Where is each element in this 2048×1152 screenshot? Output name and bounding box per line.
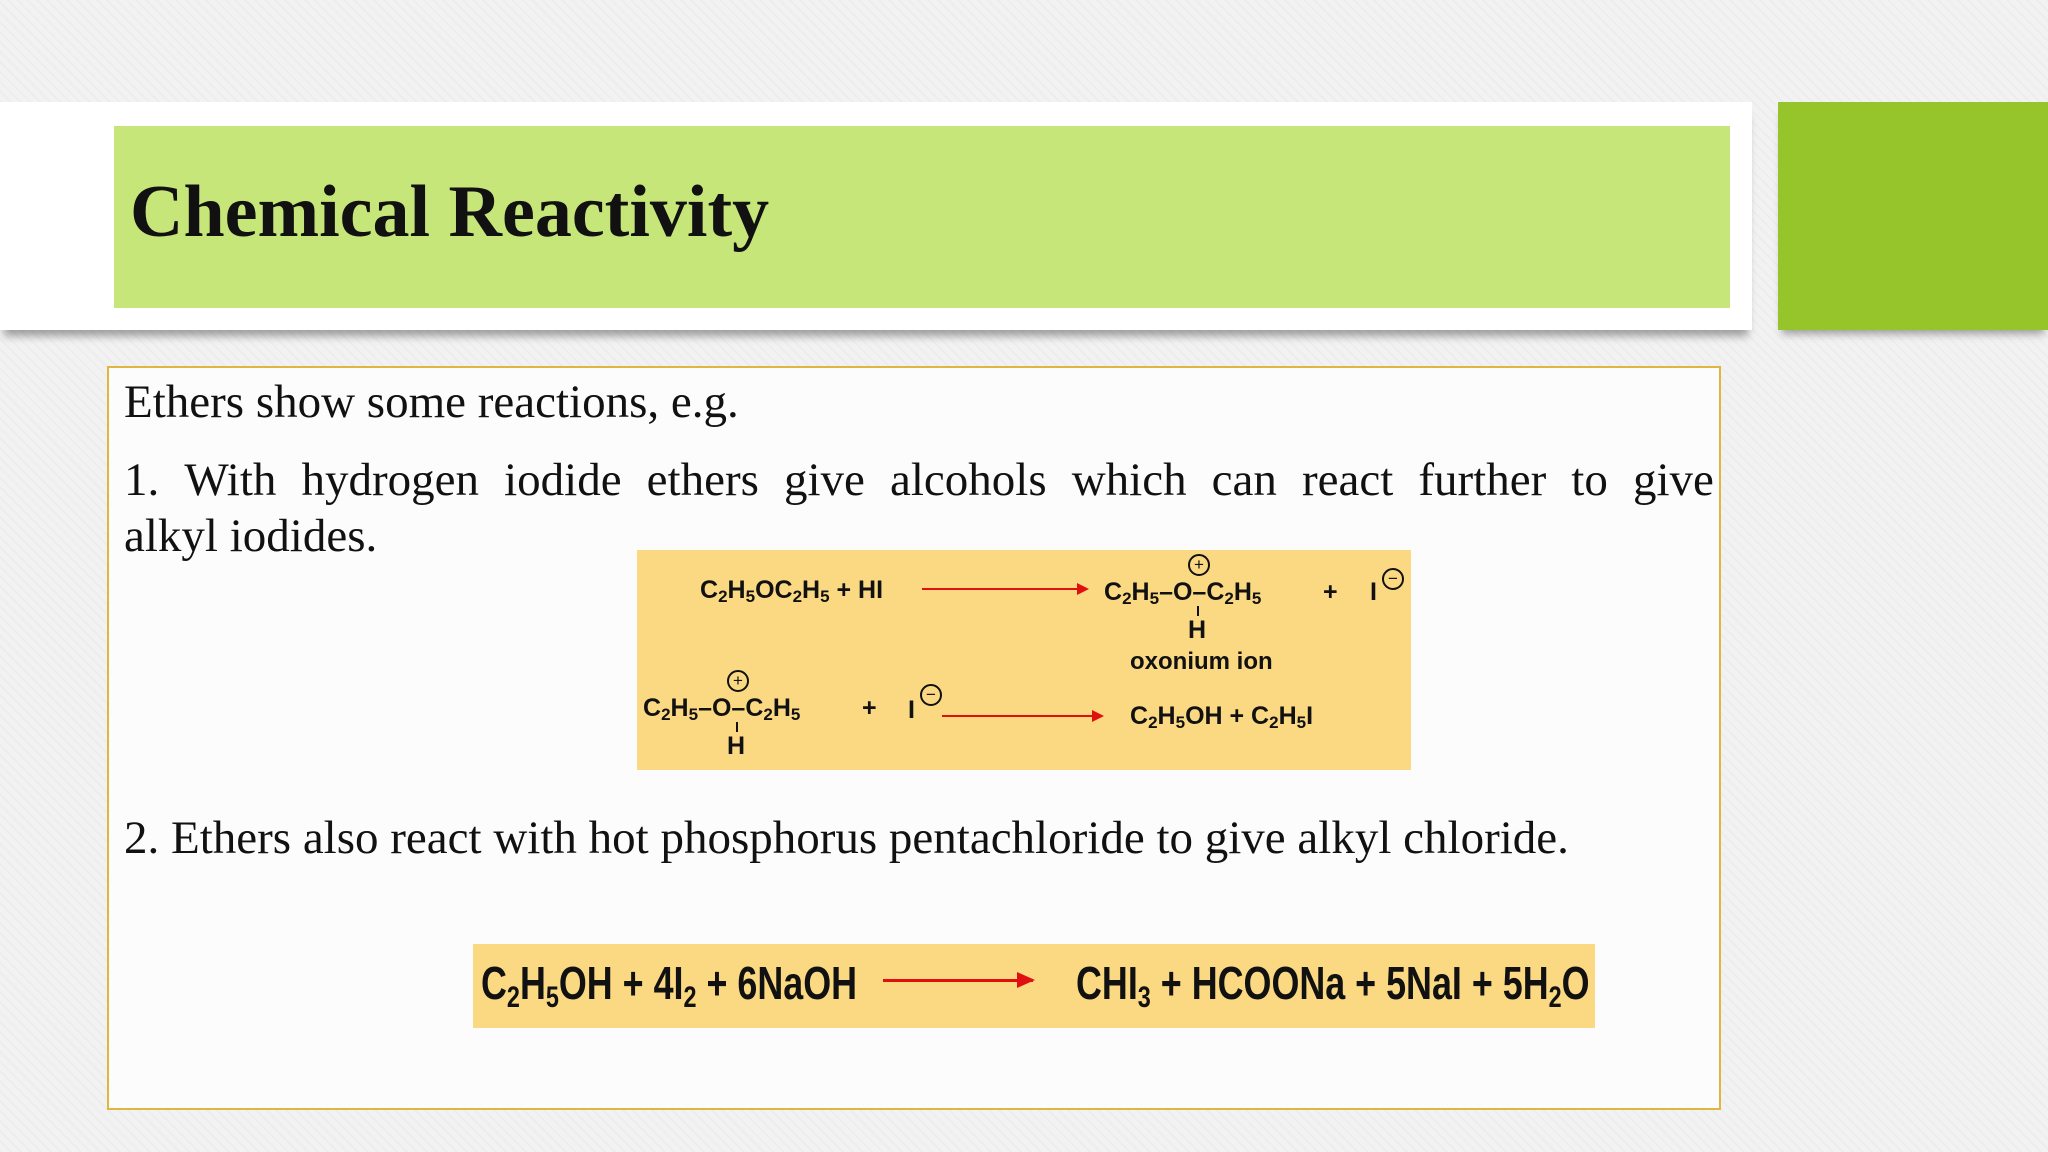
slide-title: Chemical Reactivity <box>130 171 770 253</box>
intro-text: Ethers show some reactions, e.g. <box>124 376 739 428</box>
iodoform-reactants: $C_2H_5OH + 4I_2$ + 6NaOH <box>481 957 858 1014</box>
iodoform-arrow <box>883 979 1033 982</box>
iodoform-products: $CHI_3$ + HCOONa + $5NaI + 5H_2O$ <box>1076 957 1590 1014</box>
oxonium-reactant-hydrogen: H <box>727 732 746 760</box>
reaction2-plus: + <box>862 694 877 722</box>
oh-bond <box>1197 606 1199 616</box>
negative-charge-icon: − <box>920 684 942 706</box>
negative-charge-icon: − <box>1382 568 1404 590</box>
oxonium-product: $C_2H_5-O-C_2H_5$ <box>1104 578 1262 608</box>
oxonium-caption: oxonium ion <box>1130 648 1273 675</box>
reaction2-arrow <box>942 715 1102 717</box>
title-box <box>114 126 1730 308</box>
reaction1-plus: + <box>1323 578 1338 606</box>
hi-reaction-scheme <box>637 550 1411 770</box>
positive-charge-icon: + <box>727 670 749 692</box>
reaction2-products: $C_2H_5OH + C_2H_5I$ <box>1130 702 1314 732</box>
iodide-reactant: I <box>908 696 915 724</box>
point-1-line-2: alkyl iodides. <box>124 510 378 563</box>
point-1 <box>124 452 1714 565</box>
point-2: 2. Ethers also react with hot phosphorus pentachloride to give alkyl chloride. <box>124 812 1569 864</box>
oxonium-hydrogen: H <box>1188 616 1207 644</box>
oh-bond <box>736 722 738 732</box>
reaction1-arrow <box>922 588 1087 590</box>
reaction1-reactants: $C_2H_5OC_2H_5$ + HI <box>700 576 884 606</box>
point-1-line-1: 1. With hydrogen iodide ethers give alcohols which can react further to give <box>124 454 1714 506</box>
iodide-product: I <box>1370 578 1377 606</box>
accent-block <box>1778 102 2048 330</box>
positive-charge-icon: + <box>1188 554 1210 576</box>
iodoform-reaction <box>473 944 1595 1028</box>
oxonium-reactant: $C_2H_5-O-C_2H_5$ <box>643 694 801 724</box>
